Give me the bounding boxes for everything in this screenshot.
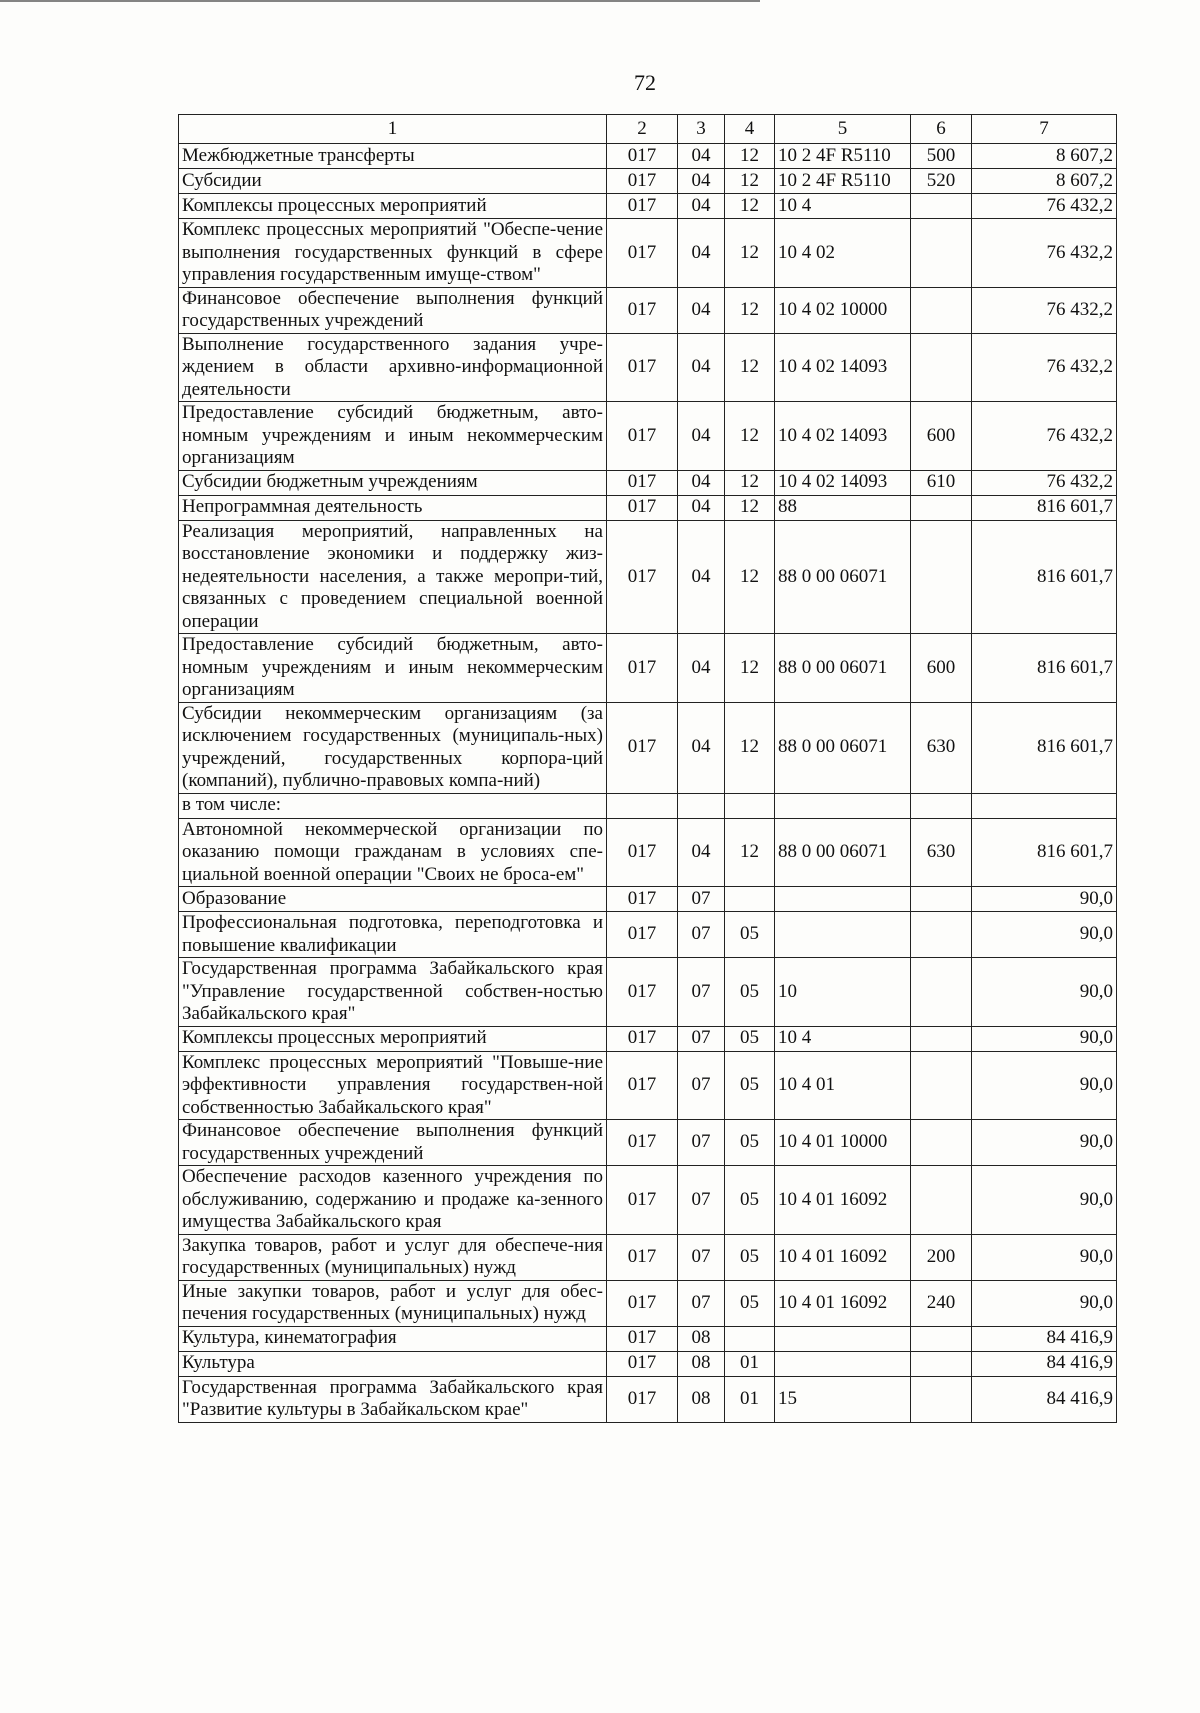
row-target-article <box>775 887 911 912</box>
row-target-article: 88 0 00 06071 <box>775 520 911 634</box>
row-admin-code: 017 <box>607 402 678 471</box>
row-section-code: 08 <box>678 1376 725 1422</box>
row-admin-code: 017 <box>607 470 678 495</box>
row-section-code: 04 <box>678 402 725 471</box>
row-amount: 76 432,2 <box>972 333 1117 402</box>
row-admin-code: 017 <box>607 1166 678 1235</box>
row-name: Межбюджетные трансферты <box>179 144 607 169</box>
row-target-article: 10 4 02 <box>775 219 911 288</box>
row-expense-type <box>911 1351 972 1376</box>
row-section-code: 07 <box>678 912 725 958</box>
row-name: Государственная программа Забайкальского края "Развитие культуры в Забайкальском крае" <box>179 1376 607 1422</box>
row-expense-type <box>911 520 972 634</box>
row-subsection-code: 12 <box>725 402 775 471</box>
row-amount: 90,0 <box>972 1166 1117 1235</box>
row-amount <box>972 793 1117 818</box>
row-section-code: 07 <box>678 1280 725 1326</box>
row-name: Выполнение государственного задания учре-ждением в области архивно-информационной деятельности <box>179 333 607 402</box>
row-admin-code: 017 <box>607 1326 678 1351</box>
table-row <box>179 1326 1117 1351</box>
row-target-article: 10 4 02 14093 <box>775 333 911 402</box>
row-amount: 8 607,2 <box>972 144 1117 169</box>
row-expense-type <box>911 333 972 402</box>
row-target-article <box>775 1326 911 1351</box>
row-amount: 90,0 <box>972 1051 1117 1120</box>
row-subsection-code: 05 <box>725 1051 775 1120</box>
row-expense-type <box>911 912 972 958</box>
row-name: Профессиональная подготовка, переподготовка и повышение квалификации <box>179 912 607 958</box>
row-expense-type <box>911 887 972 912</box>
table-row <box>179 144 1117 169</box>
row-target-article: 10 4 01 16092 <box>775 1280 911 1326</box>
row-amount: 90,0 <box>972 1120 1117 1166</box>
row-admin-code: 017 <box>607 702 678 793</box>
row-expense-type <box>911 194 972 219</box>
row-amount: 816 601,7 <box>972 634 1117 703</box>
row-admin-code: 017 <box>607 958 678 1027</box>
row-section-code: 07 <box>678 1120 725 1166</box>
row-name: Обеспечение расходов казенного учреждения по обслуживанию, содержанию и продаже ка-зенного имущества Забайкальского края <box>179 1166 607 1235</box>
row-subsection-code: 12 <box>725 287 775 333</box>
row-name: Финансовое обеспечение выполнения функций государственных учреждений <box>179 1120 607 1166</box>
row-amount: 816 601,7 <box>972 702 1117 793</box>
table-row <box>179 169 1117 194</box>
row-amount: 76 432,2 <box>972 194 1117 219</box>
row-section-code: 07 <box>678 1234 725 1280</box>
table-row <box>179 1051 1117 1120</box>
row-target-article: 10 2 4F R5110 <box>775 169 911 194</box>
table-row <box>179 634 1117 703</box>
row-admin-code: 017 <box>607 1351 678 1376</box>
row-section-code: 07 <box>678 1166 725 1235</box>
row-expense-type <box>911 287 972 333</box>
row-subsection-code: 12 <box>725 470 775 495</box>
row-expense-type: 600 <box>911 634 972 703</box>
row-name: Комплекс процессных мероприятий "Повыше-ние эффективности управления государствен-ной собственностью Забайкальского края" <box>179 1051 607 1120</box>
row-name: Предоставление субсидий бюджетным, авто-номным учреждениям и иным некоммерческим организациям <box>179 402 607 471</box>
row-section-code <box>678 793 725 818</box>
row-subsection-code <box>725 793 775 818</box>
row-name: Реализация мероприятий, направленных на восстановление экономики и поддержку жиз-недеятельности населения, а также меропри-тий, связанных с проведением специальной военной операции <box>179 520 607 634</box>
row-target-article <box>775 912 911 958</box>
row-subsection-code <box>725 887 775 912</box>
row-section-code: 04 <box>678 219 725 288</box>
row-admin-code: 017 <box>607 219 678 288</box>
row-section-code: 04 <box>678 520 725 634</box>
row-target-article: 10 4 01 <box>775 1051 911 1120</box>
row-name: Комплексы процессных мероприятий <box>179 1026 607 1051</box>
row-subsection-code: 05 <box>725 1120 775 1166</box>
table-row <box>179 912 1117 958</box>
table-row <box>179 219 1117 288</box>
row-section-code: 04 <box>678 287 725 333</box>
row-expense-type <box>911 1376 972 1422</box>
row-amount: 76 432,2 <box>972 287 1117 333</box>
row-subsection-code: 05 <box>725 1026 775 1051</box>
page-number: 72 <box>634 70 656 95</box>
row-name: Закупка товаров, работ и услуг для обеспече-ния государственных (муниципальных) нужд <box>179 1234 607 1280</box>
row-admin-code: 017 <box>607 1051 678 1120</box>
row-name: Предоставление субсидий бюджетным, авто-номным учреждениям и иным некоммерческим организациям <box>179 634 607 703</box>
row-target-article: 10 4 01 10000 <box>775 1120 911 1166</box>
row-subsection-code: 12 <box>725 333 775 402</box>
row-name: Автономной некоммерческой организации по оказанию помощи гражданам в условиях спе-циальной военной операции "Своих не броса-ем" <box>179 818 607 887</box>
table-row <box>179 402 1117 471</box>
row-name: Образование <box>179 887 607 912</box>
row-target-article: 10 4 01 16092 <box>775 1166 911 1235</box>
row-amount: 90,0 <box>972 958 1117 1027</box>
row-expense-type <box>911 219 972 288</box>
row-subsection-code: 12 <box>725 144 775 169</box>
row-target-article: 15 <box>775 1376 911 1422</box>
row-section-code: 07 <box>678 958 725 1027</box>
row-admin-code <box>607 793 678 818</box>
row-target-article: 10 4 02 14093 <box>775 402 911 471</box>
table-row <box>179 702 1117 793</box>
budget-table <box>178 114 1117 1423</box>
table-row <box>179 333 1117 402</box>
row-expense-type: 500 <box>911 144 972 169</box>
row-subsection-code: 05 <box>725 958 775 1027</box>
row-section-code: 04 <box>678 634 725 703</box>
row-target-article: 10 4 02 14093 <box>775 470 911 495</box>
row-section-code: 04 <box>678 333 725 402</box>
row-expense-type: 610 <box>911 470 972 495</box>
row-name: Культура, кинематография <box>179 1326 607 1351</box>
table-row <box>179 495 1117 520</box>
table-row <box>179 1280 1117 1326</box>
row-name: Комплексы процессных мероприятий <box>179 194 607 219</box>
row-expense-type <box>911 1326 972 1351</box>
row-amount: 90,0 <box>972 1234 1117 1280</box>
row-subsection-code: 12 <box>725 634 775 703</box>
row-target-article: 88 0 00 06071 <box>775 818 911 887</box>
col-header: 1 <box>179 115 607 144</box>
row-amount: 84 416,9 <box>972 1326 1117 1351</box>
table-row <box>179 818 1117 887</box>
row-section-code: 07 <box>678 1026 725 1051</box>
row-target-article: 10 4 01 16092 <box>775 1234 911 1280</box>
row-section-code: 04 <box>678 144 725 169</box>
row-subsection-code: 01 <box>725 1351 775 1376</box>
row-target-article: 10 4 <box>775 1026 911 1051</box>
row-amount: 76 432,2 <box>972 402 1117 471</box>
row-expense-type: 240 <box>911 1280 972 1326</box>
table-row <box>179 1376 1117 1422</box>
row-name: Непрограммная деятельность <box>179 495 607 520</box>
table-row <box>179 520 1117 634</box>
row-amount: 816 601,7 <box>972 495 1117 520</box>
row-section-code: 08 <box>678 1351 725 1376</box>
row-admin-code: 017 <box>607 194 678 219</box>
row-target-article: 88 0 00 06071 <box>775 702 911 793</box>
row-target-article: 88 <box>775 495 911 520</box>
row-admin-code: 017 <box>607 1280 678 1326</box>
row-amount: 90,0 <box>972 912 1117 958</box>
row-name: Государственная программа Забайкальского края "Управление государственной собствен-ностью Забайкальского края" <box>179 958 607 1027</box>
row-admin-code: 017 <box>607 495 678 520</box>
row-admin-code: 017 <box>607 169 678 194</box>
row-expense-type: 630 <box>911 818 972 887</box>
row-subsection-code: 05 <box>725 1166 775 1235</box>
row-admin-code: 017 <box>607 287 678 333</box>
row-amount: 816 601,7 <box>972 520 1117 634</box>
row-admin-code: 017 <box>607 887 678 912</box>
row-section-code: 04 <box>678 818 725 887</box>
row-expense-type: 200 <box>911 1234 972 1280</box>
row-section-code: 04 <box>678 470 725 495</box>
row-amount: 84 416,9 <box>972 1376 1117 1422</box>
row-target-article: 88 0 00 06071 <box>775 634 911 703</box>
row-name: Субсидии <box>179 169 607 194</box>
row-amount: 90,0 <box>972 1026 1117 1051</box>
col-header: 4 <box>725 115 775 144</box>
row-expense-type <box>911 495 972 520</box>
row-expense-type <box>911 1120 972 1166</box>
row-amount: 76 432,2 <box>972 219 1117 288</box>
row-name: Комплекс процессных мероприятий "Обеспе-чение выполнения государственных функций в сфере управления государственным имуще-ством" <box>179 219 607 288</box>
row-subsection-code: 05 <box>725 1280 775 1326</box>
scan-edge-line <box>0 0 760 2</box>
row-amount: 816 601,7 <box>972 818 1117 887</box>
row-subsection-code: 12 <box>725 520 775 634</box>
row-admin-code: 017 <box>607 144 678 169</box>
row-admin-code: 017 <box>607 333 678 402</box>
table-row <box>179 1026 1117 1051</box>
row-expense-type: 600 <box>911 402 972 471</box>
table-row <box>179 1120 1117 1166</box>
row-expense-type: 630 <box>911 702 972 793</box>
row-section-code: 07 <box>678 887 725 912</box>
row-expense-type <box>911 958 972 1027</box>
row-admin-code: 017 <box>607 634 678 703</box>
row-section-code: 04 <box>678 169 725 194</box>
table-row <box>179 287 1117 333</box>
table-row <box>179 1234 1117 1280</box>
row-amount: 84 416,9 <box>972 1351 1117 1376</box>
row-target-article <box>775 1351 911 1376</box>
row-target-article: 10 4 <box>775 194 911 219</box>
row-expense-type <box>911 1026 972 1051</box>
row-amount: 8 607,2 <box>972 169 1117 194</box>
col-header: 2 <box>607 115 678 144</box>
row-admin-code: 017 <box>607 818 678 887</box>
table-row <box>179 1166 1117 1235</box>
row-name: Субсидии некоммерческим организациям (за исключением государственных (муниципаль-ных) учреждений, государственных корпора-ций (компаний), публично-правовых компа-ний) <box>179 702 607 793</box>
col-header: 3 <box>678 115 725 144</box>
row-expense-type <box>911 1166 972 1235</box>
col-header: 5 <box>775 115 911 144</box>
table-row <box>179 887 1117 912</box>
row-target-article: 10 4 02 10000 <box>775 287 911 333</box>
header-row <box>179 115 1117 144</box>
row-section-code: 04 <box>678 194 725 219</box>
row-section-code: 08 <box>678 1326 725 1351</box>
row-name: в том числе: <box>179 793 607 818</box>
row-admin-code: 017 <box>607 1376 678 1422</box>
row-target-article: 10 <box>775 958 911 1027</box>
row-admin-code: 017 <box>607 1120 678 1166</box>
row-subsection-code: 12 <box>725 818 775 887</box>
row-section-code: 04 <box>678 702 725 793</box>
row-expense-type <box>911 1051 972 1120</box>
row-admin-code: 017 <box>607 520 678 634</box>
row-amount: 76 432,2 <box>972 470 1117 495</box>
row-admin-code: 017 <box>607 1026 678 1051</box>
row-subsection-code: 05 <box>725 1234 775 1280</box>
table-row <box>179 470 1117 495</box>
row-name: Культура <box>179 1351 607 1376</box>
table-row <box>179 194 1117 219</box>
row-subsection-code: 12 <box>725 495 775 520</box>
row-section-code: 07 <box>678 1051 725 1120</box>
row-expense-type: 520 <box>911 169 972 194</box>
row-admin-code: 017 <box>607 912 678 958</box>
row-amount: 90,0 <box>972 1280 1117 1326</box>
row-expense-type <box>911 793 972 818</box>
col-header: 6 <box>911 115 972 144</box>
row-subsection-code: 12 <box>725 219 775 288</box>
row-name: Иные закупки товаров, работ и услуг для обес-печения государственных (муниципальных) нужд <box>179 1280 607 1326</box>
col-header: 7 <box>972 115 1117 144</box>
table-row <box>179 958 1117 1027</box>
row-subsection-code <box>725 1326 775 1351</box>
row-target-article: 10 2 4F R5110 <box>775 144 911 169</box>
row-target-article <box>775 793 911 818</box>
row-subsection-code: 12 <box>725 169 775 194</box>
row-name: Субсидии бюджетным учреждениям <box>179 470 607 495</box>
row-subsection-code: 01 <box>725 1376 775 1422</box>
row-amount: 90,0 <box>972 887 1117 912</box>
row-subsection-code: 12 <box>725 702 775 793</box>
row-name: Финансовое обеспечение выполнения функций государственных учреждений <box>179 287 607 333</box>
row-subsection-code: 05 <box>725 912 775 958</box>
table-row <box>179 1351 1117 1376</box>
row-admin-code: 017 <box>607 1234 678 1280</box>
row-section-code: 04 <box>678 495 725 520</box>
table-row <box>179 793 1117 818</box>
row-subsection-code: 12 <box>725 194 775 219</box>
